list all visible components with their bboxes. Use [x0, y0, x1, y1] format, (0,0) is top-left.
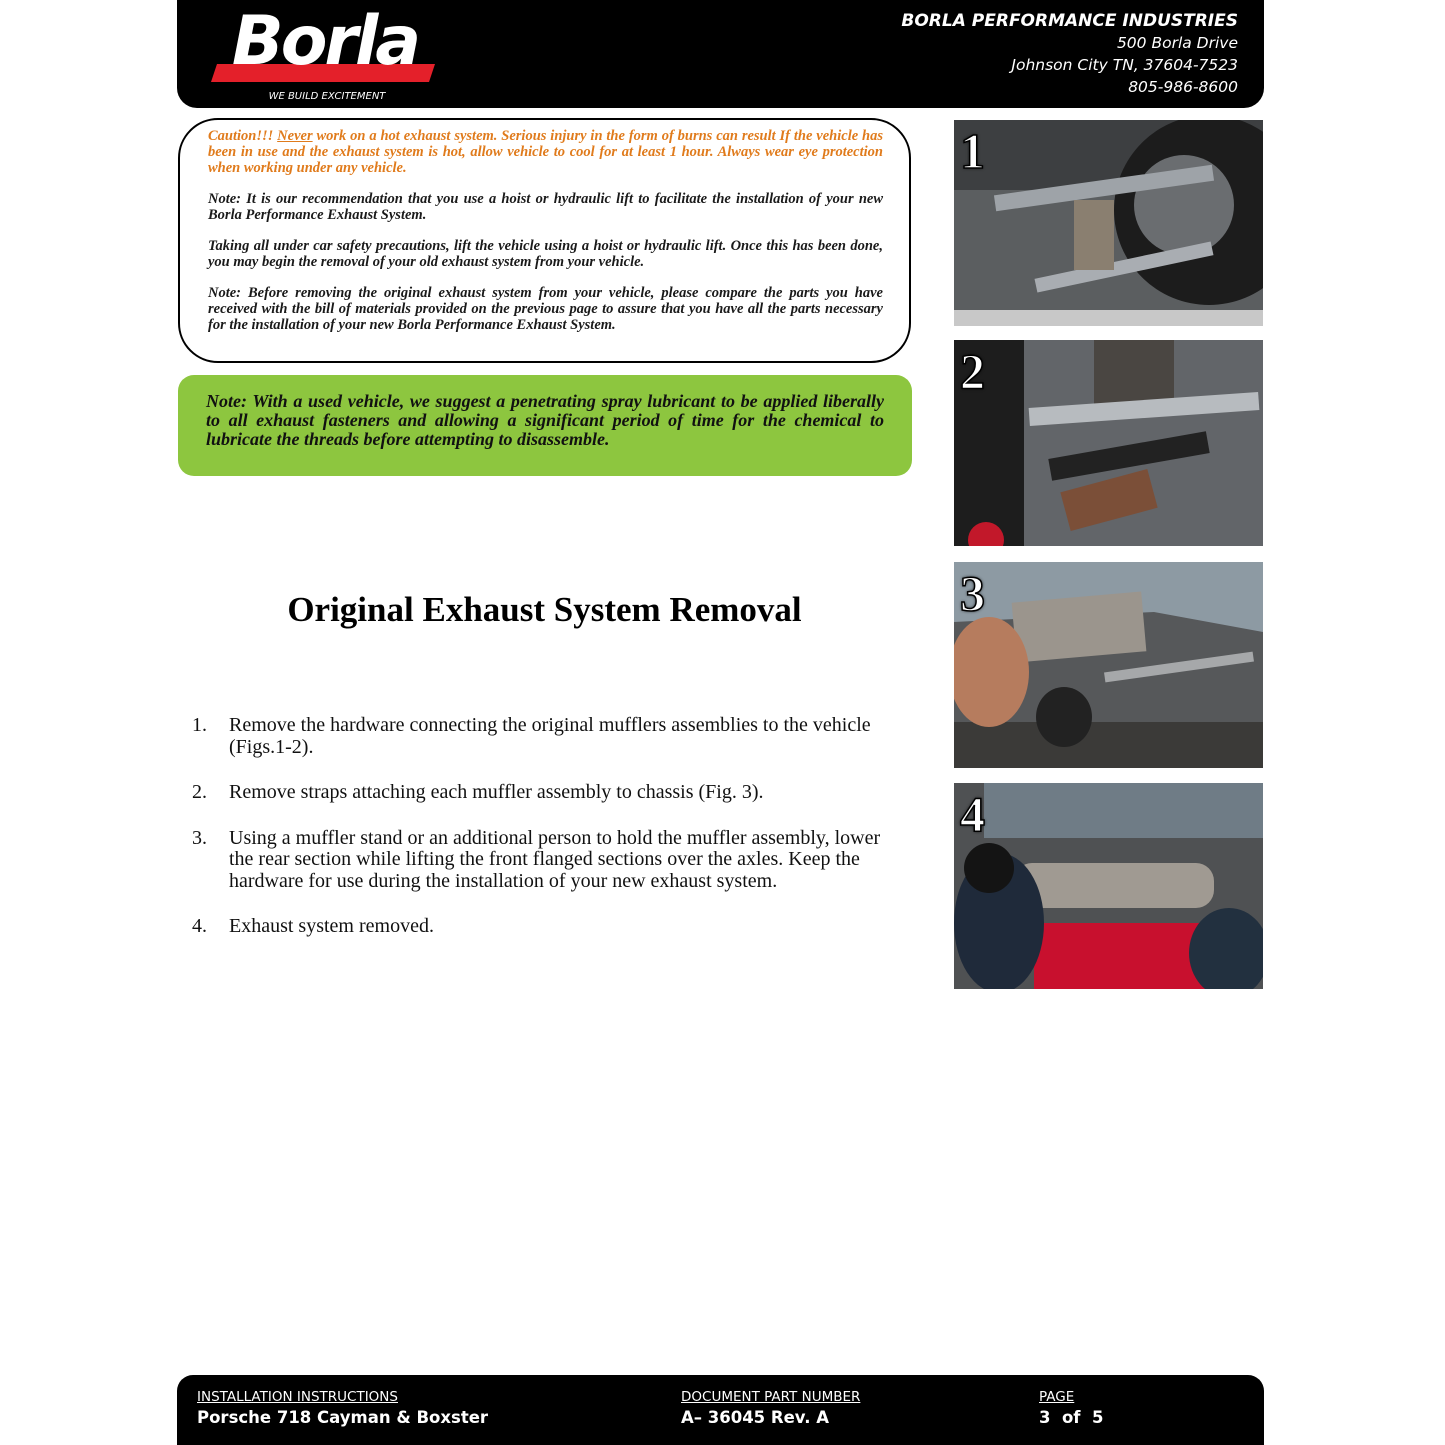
- footer-page: [1039, 1388, 1103, 1430]
- figure-2-number: 2: [960, 343, 985, 399]
- caution-box: [178, 118, 911, 363]
- company-name: BORLA PERFORMANCE INDUSTRIES: [901, 11, 1238, 31]
- page-footer: [177, 1375, 1264, 1445]
- footer-page-label: PAGE: [1039, 1389, 1075, 1405]
- figure-3-number: 3: [960, 565, 985, 621]
- footer-instructions: [197, 1388, 488, 1430]
- figure-1-photo: [954, 120, 1263, 326]
- footer-part-number: [681, 1388, 860, 1430]
- note-compare-parts: Note: Before removing the original exhaust system from your vehicle, please compare the parts you have received with the bill of materials provided on the previous page to assure that you have all the parts necessary for the installation of your new Borla Performance Exhaust System.: [208, 285, 883, 333]
- note-hoist: Note: It is our recommendation that you use a hoist or hydraulic lift to facilitate the installation of your new Borla Performance Exhaust System.: [208, 191, 883, 223]
- lubricant-note: Note: With a used vehicle, we suggest a penetrating spray lubricant to be applied liberally to all exhaust fasteners and allowing a significant period of time for the chemical to lubricate the threads before attempting to disassemble.: [178, 375, 912, 476]
- figure-2-photo: [954, 340, 1263, 546]
- footer-part-number-value: A– 36045 Rev. A: [681, 1408, 830, 1427]
- list-item: 1. Remove the hardware connecting the original mufflers assemblies to the vehicle (Figs.1-2).: [192, 714, 871, 758]
- borla-logo: [207, 6, 437, 102]
- caution-never: Never: [277, 128, 313, 144]
- list-item: 2. Remove straps attaching each muffler assembly to chassis (Fig. 3).: [192, 781, 764, 803]
- logo-tagline: WE BUILD EXCITEMENT: [268, 91, 386, 102]
- footer-vehicle: Porsche 718 Cayman & Boxster: [197, 1408, 489, 1427]
- logo-wordmark: Borla: [231, 6, 419, 81]
- page-header: [177, 0, 1264, 108]
- footer-part-number-label: DOCUMENT PART NUMBER: [681, 1389, 861, 1405]
- company-address-2: Johnson City TN, 37604-7523: [1011, 56, 1238, 74]
- steps-list: [192, 715, 892, 962]
- figure-4-photo: [954, 783, 1263, 989]
- caution-text: Caution!!! Never work on a hot exhaust system. Serious injury in the form of burns can result If the vehicle has been in use and the exhaust system is hot, allow vehicle to cool for at least 1 hour. Always wear eye protection when working under any vehicle.: [208, 128, 883, 176]
- footer-page-value: 3 of 5: [1039, 1408, 1104, 1427]
- figure-1-number: 1: [960, 123, 985, 179]
- figure-3-photo: [954, 562, 1263, 768]
- figure-4-number: 4: [960, 786, 985, 842]
- company-address-1: 500 Borla Drive: [1116, 34, 1238, 52]
- list-item: 3. Using a muffler stand or an additional person to hold the muffler assembly, lower the rear section while lifting the front flanged sections over the axles. Keep the hardware for use during the installation of your new exhaust system.: [192, 826, 881, 892]
- list-item: 4. Exhaust system removed.: [192, 915, 434, 937]
- footer-instructions-label: INSTALLATION INSTRUCTIONS: [197, 1389, 398, 1405]
- section-title: Original Exhaust System Removal: [287, 590, 802, 629]
- company-info: [901, 10, 1238, 98]
- note-safety: Taking all under car safety precautions, lift the vehicle using a hoist or hydraulic lift. Once this has been done, you may begin the removal of your old exhaust system from your vehicle.: [208, 238, 883, 270]
- company-phone: 805-986-8600: [1128, 78, 1238, 96]
